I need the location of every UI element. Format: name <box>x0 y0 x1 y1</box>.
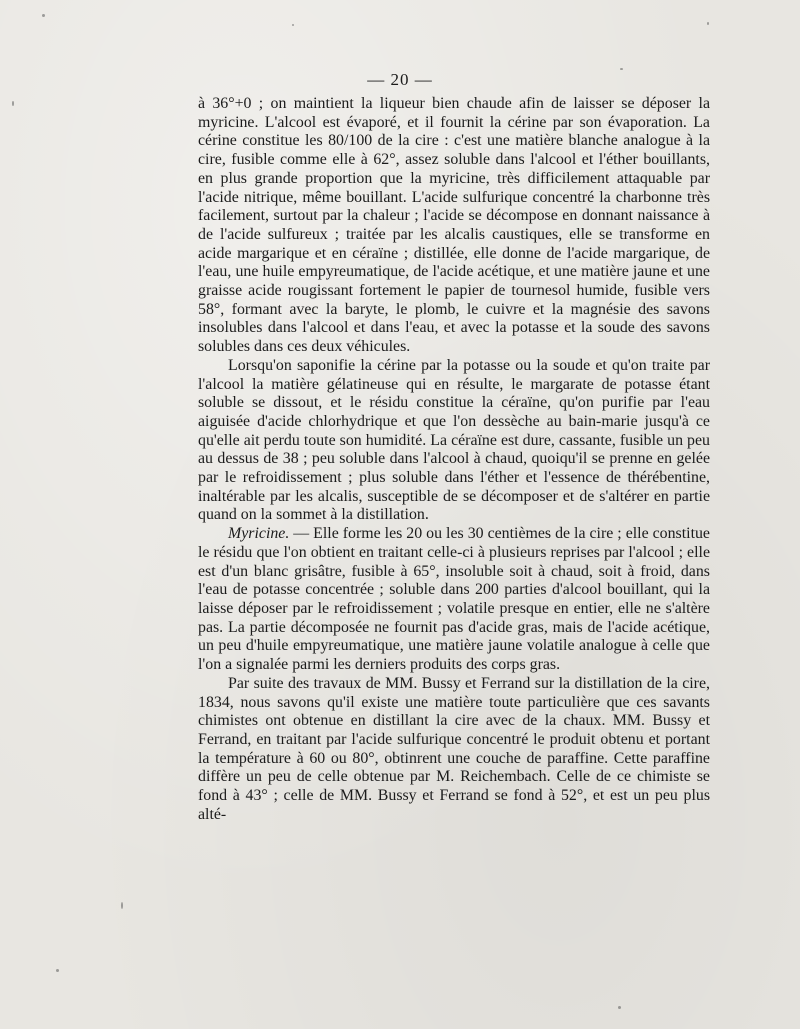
paper-speck <box>12 101 14 106</box>
paper-speck <box>121 902 123 909</box>
paragraph-saponification <box>198 357 710 525</box>
paper-speck <box>618 1006 621 1009</box>
paper-speck <box>707 22 709 25</box>
paragraph-paraffine <box>198 675 710 825</box>
paper-speck <box>56 969 59 972</box>
paragraph-myricine <box>198 525 710 675</box>
body-text <box>198 95 710 824</box>
paper-speck <box>42 14 45 17</box>
paragraph-text: Lorsqu'on saponifie la cérine par la potasse ou la soude et qu'on traite par l'alcool la matière gélatineuse qui en résulte, le margarate de potasse étant soluble se dissout, et le résidu constitue la céraïne, qu'on purifie par l'eau aiguisée d'acide chlorhydrique et que l'on dessèche au bain-marie jusqu'à ce qu'elle ait perdu toute son humidité. La céraïne est dure, cassante, fusible un peu au dessus de 38 ; peu soluble dans l'alcool à chaud, quoiqu'il se prenne en gelée par le refroidissement ; plus soluble dans l'éther et l'essence de thérébentine, inaltérable par les alcalis, susceptible de se décomposer et de s'altérer en partie quand on la sommet à la distillation. <box>198 356 710 524</box>
paragraph-text: — Elle forme les 20 ou les 30 centièmes de la cire ; elle constitue le résidu que l'on obtient en traitant celle-ci à plusieurs reprises par l'alcool ; elle est d'un blanc grisâtre, fusible à 65°, insoluble soit à chaud, soit à froid, dans l'eau de potasse concentrée ; soluble dans 200 parties d'alcool bouillant, qui la laisse déposer par le refroidissement ; volatile presque en entier, elle ne s'altère pas. La partie décomposée ne fournit pas d'acide gras, mais de l'acide acétique, un peu d'huile empyreumatique, une matière jaune volatile analogue à celle que l'on a signalée parmi les derniers produits des corps gras. <box>198 525 710 674</box>
section-lead: Myricine. <box>228 525 290 543</box>
paragraph-text: à 36°+0 ; on maintient la liqueur bien chaude afin de laisser se déposer la myricine. L'alcool est évaporé, et il fournit la cérine par son évaporation. La cérine constitue les 80/100 de la cire : c'est une matière blanche analogue à la cire, fusible comme elle à 62°, assez soluble dans l'alcool et l'éther bouillants, en plus grande proportion que la myricine, très difficilement attaquable par l'acide nitrique, même bouillant. L'acide sulfurique concentré la charbonne très facilement, surtout par la chaleur ; l'acide se décompose en donnant naissance à de l'acide sulfureux ; traitée par les alcalis caustiques, elle se transforme en acide margarique et en céraïne ; distillée, elle donne de l'acide margarique, de l'eau, une huile empyreumatique, de l'acide acétique, et une matière jaune et une graisse acide rougissant fortement le papier de tournesol humide, fusible vers 58°, formant avec la baryte, le plomb, le cuivre et la magnésie des savons insolubles dans l'alcool et dans l'eau, et avec la potasse et la soude des savons solubles dans ces deux véhicules. <box>198 95 710 356</box>
paragraph-cerine <box>198 95 710 357</box>
paragraph-text: Par suite des travaux de MM. Bussy et Ferrand sur la distillation de la cire, 1834, nous savons qu'il existe une matière toute particulière que ces savants chimistes ont obtenue en distillant la cire avec de la chaux. MM. Bussy et Ferrand, en traitant par l'acide sulfurique concentré le produit obtenu et portant la température à 60 ou 80°, obtinrent une couche de paraffine. Cette paraffine diffère un peu de celle obtenue par M. Reichembach. Celle de ce chimiste se fond à 43° ; celle de MM. Bussy et Ferrand se fond à 52°, et est un peu plus alté- <box>198 674 710 823</box>
paper-speck <box>292 24 294 26</box>
page-number: — 20 — <box>367 70 433 89</box>
